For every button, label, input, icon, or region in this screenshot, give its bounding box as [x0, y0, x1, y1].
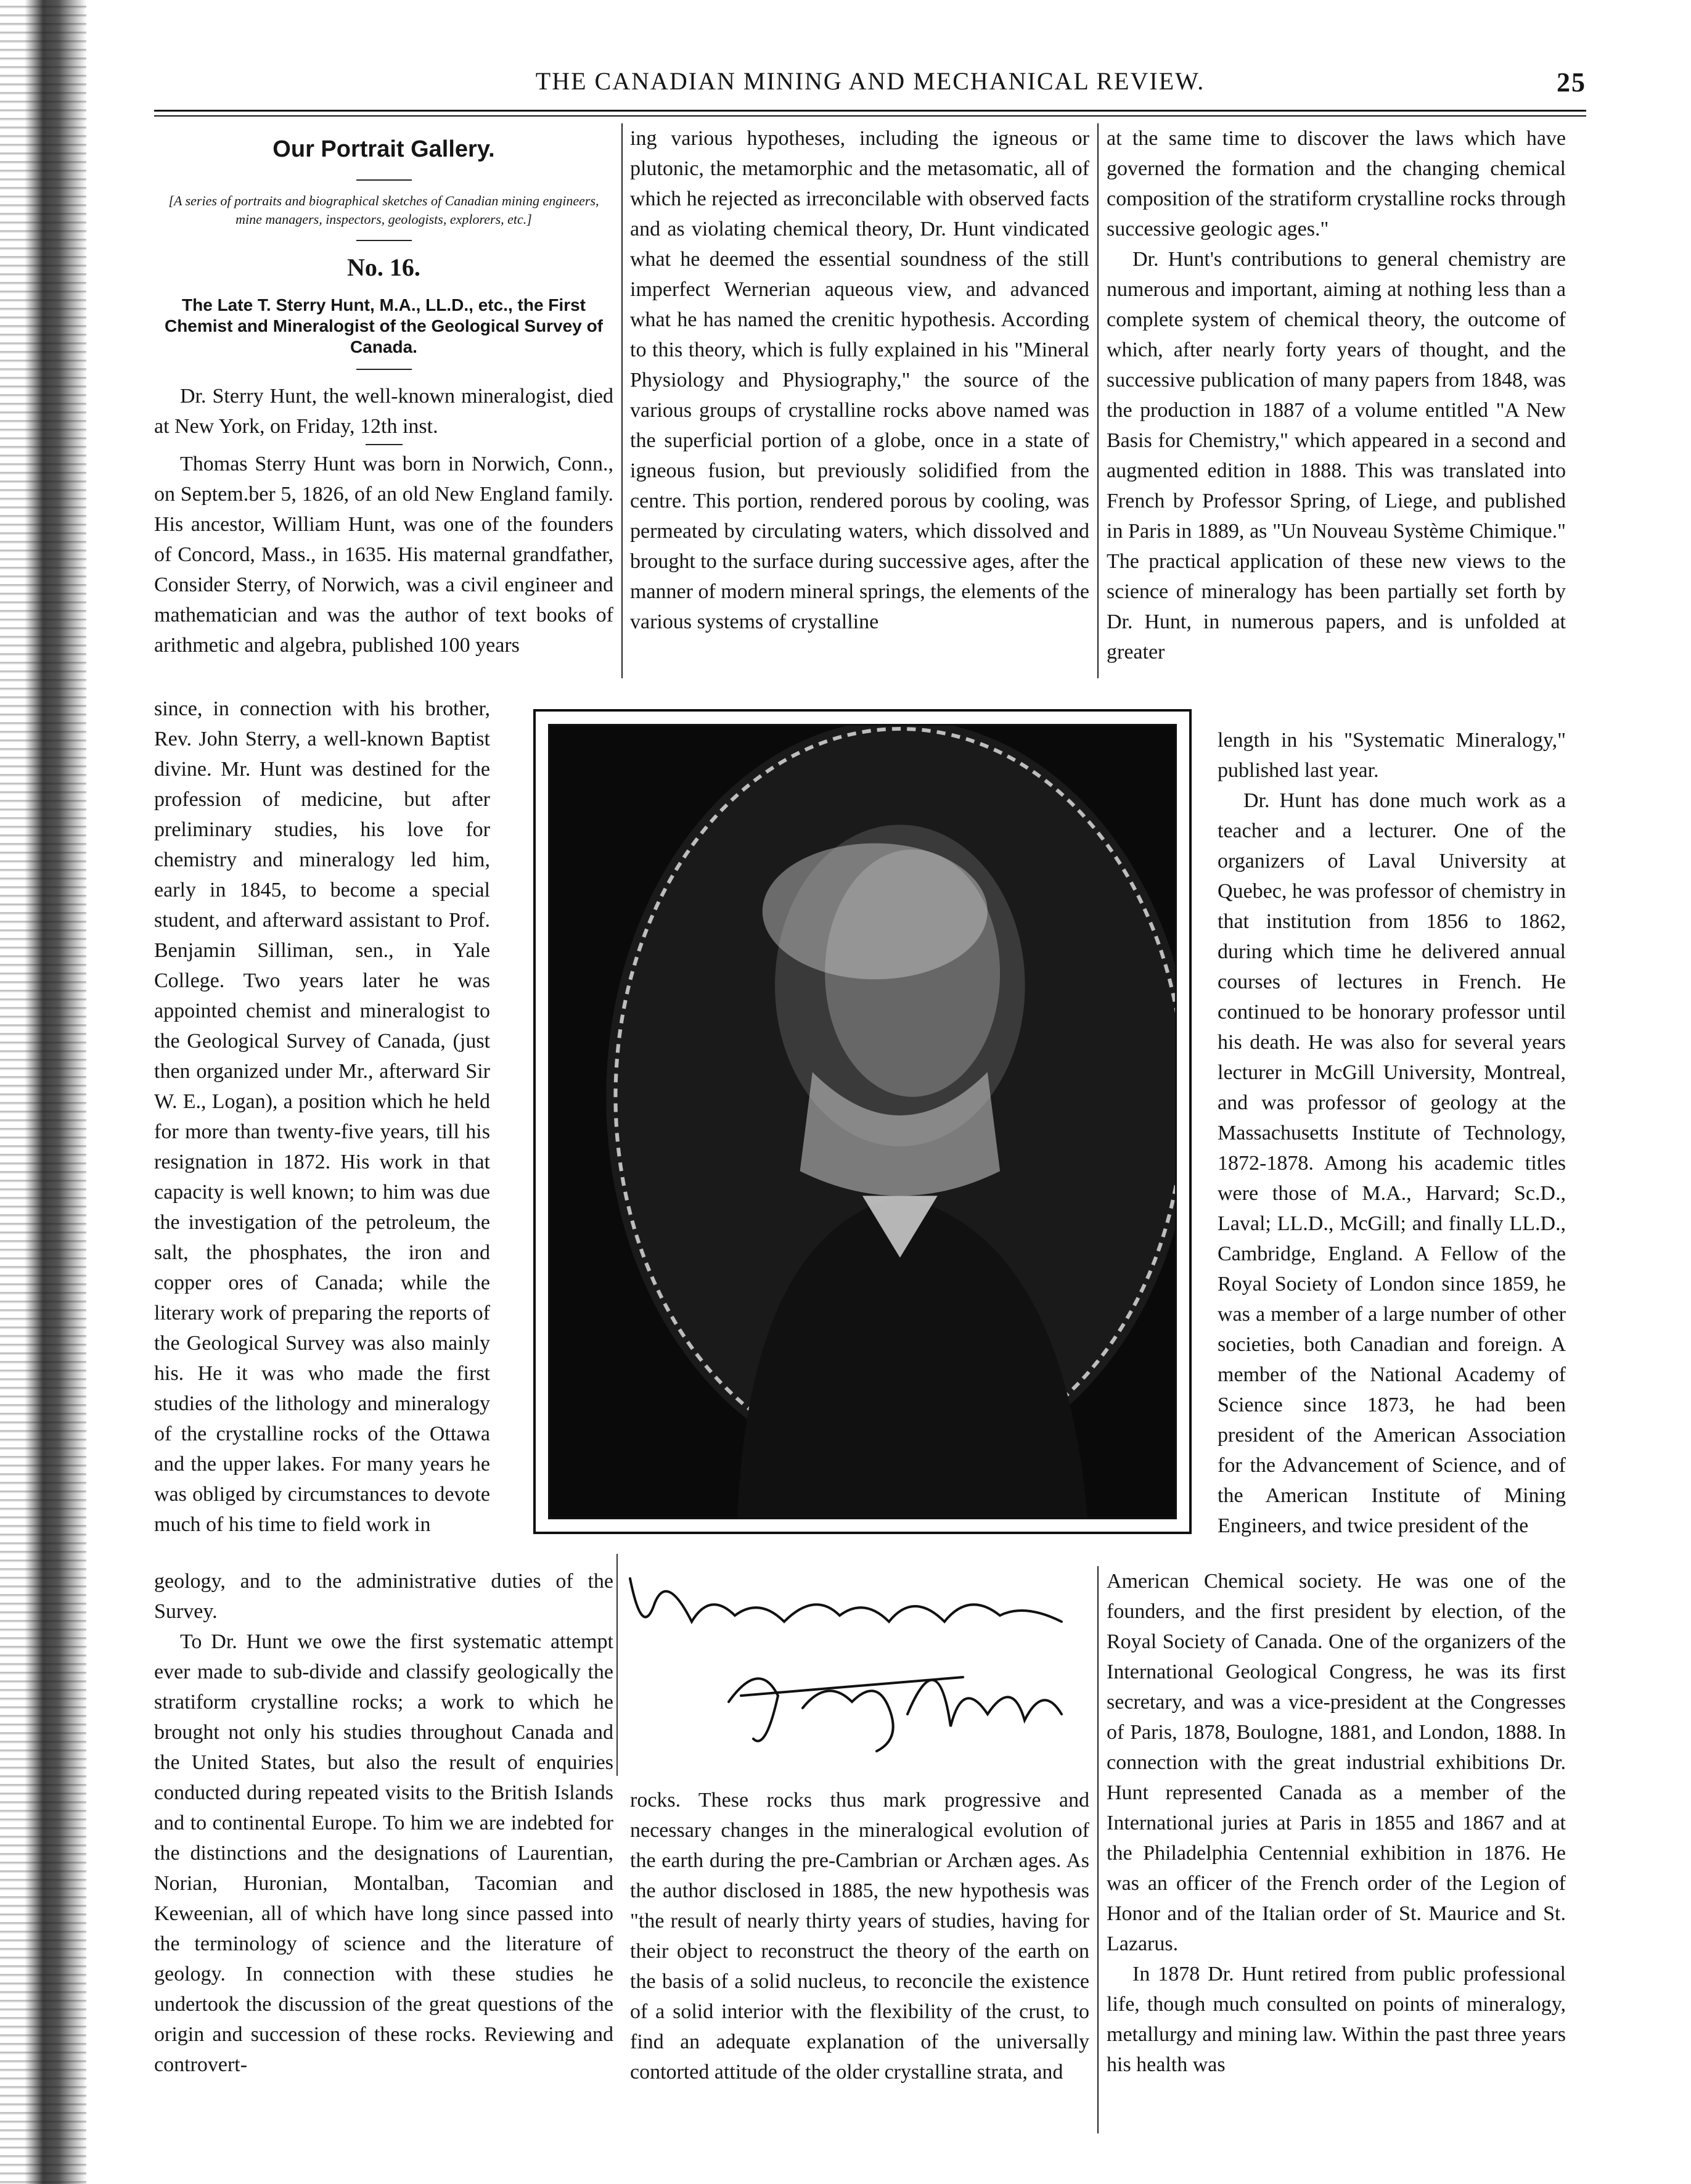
- column-2-bottom: [630, 1785, 1089, 2087]
- paragraph-teacher: Dr. Hunt has done much work as a teacher and a lecturer. One of the organizers of Laval University at Quebec, he was professor of chemistry in that institution from 1856 to 1862, during which time he delivered annual courses of lectures in French. He continued to be honorary professor until his death. He was also for several years lecturer in McGill University, Montreal, and was professor of geology at the Massachusetts Institute of Technology, 1872-1878. Among his academic titles were those of M.A., Harvard; Sc.D., Laval; LL.D., McGill; and finally LL.D., Cambridge, England. A Fellow of the Royal Society of London since 1859, he was a member of a large number of other societies, both Canadian and foreign. A member of the National Academy of Science since 1873, he had been president of the American Association for the Advancement of Science, and of the American Institute of Mining Engineers, and twice president of the: [1218, 789, 1566, 1537]
- paragraph-retirement: In 1878 Dr. Hunt retired from public professional life, though much consulted on points of mineralogy, metallurgy and mining law. Within the past three years his health was: [1107, 1963, 1566, 2076]
- header-rule: [154, 110, 1586, 117]
- column-2-top: [630, 123, 1089, 637]
- paragraph-birth: Thomas Sterry Hunt was born in Norwich, Conn., on Septem.ber 5, 1826, of an old New England family. His ancestor, William Hunt, was one of the founders of Concord, Mass., in 1635. His maternal grandfather, Consider Sterry, of Norwich, was a civil engineer and mathematician and was the author of text books of arithmetic and algebra, published 100 years: [154, 453, 613, 657]
- column-rule-left-top: [621, 123, 623, 678]
- portrait-photo-icon: [550, 726, 1175, 1517]
- paragraph-evolution: rocks. These rocks thus mark progressive and necessary changes in the mineralogical evolution of the earth during the pre-Cambrian or Archæn ages. As the author disclosed in 1885, the new hypothesis was "the result of nearly thirty years of studies, having for their object to reconstruct the theory of the earth on the basis of a solid nucleus, to reconcile the existence of a solid interior with the flexibility of the crust, to find an adequate explanation of the universally contorted attitude of the older crystalline strata, and: [630, 1789, 1089, 2083]
- paragraph-laws: at the same time to discover the laws which have governed the formation and the changing chemical composition of the stratiform crystalline rocks through successive geologic ages.": [1107, 127, 1566, 240]
- portrait-number: No. 16.: [347, 253, 420, 281]
- paragraph-classification: To Dr. Hunt we owe the first systematic attempt ever made to sub-divide and classify geologically the stratiform crystalline rocks; a work to which he brought not only his studies throughout Canada and the United States, but also the result of enquiries conducted during repeated visits to the British Islands and to continental Europe. To him we are indebted for the distinctions and the designations of Laurentian, Norian, Huronian, Montalban, Tacomian and Keweenian, all of which have long since passed into the terminology of science and the literature of geology. In connection with these studies he undertook the discussion of the great questions of the origin and succession of these rocks. Reviewing and controvert-: [154, 1630, 613, 2076]
- portrait-frame: [533, 709, 1192, 1534]
- paragraph-hypotheses: ing various hypotheses, including the igneous or plutonic, the metamorphic and the metasomatic, all of which he rejected as irreconcilable with observed facts and as violating chemical theory, Dr. Hunt vindicated what he deemed the essential soundness of the still imperfect Wernerian aqueous view, and advanced what he has named the crenitic hypothesis. According to this theory, which is fully explained in his "Mineral Physiology and Physiography," the source of the various groups of crystalline rocks above named was the superficial portion of a globe, once in a state of igneous fusion, but previously solidified from the centre. This portion, rendered porous by cooling, was permeated by circulating waters, which dissolved and brought to the surface during successive ages, after the manner of modern mineral springs, the elements of the various systems of crystalline: [630, 127, 1089, 633]
- paragraph-administrative: geology, and to the administrative duties of the Survey.: [154, 1570, 613, 1623]
- column-rule-right-top: [1097, 123, 1099, 678]
- paragraph-chemistry: Dr. Hunt's contributions to general chemistry are numerous and important, aiming at nothing less than a complete system of chemical theory, the outcome of which, after nearly forty years of thought, and the successive publication of many papers from 1848, was the production in 1887 of a volume entitled "A New Basis for Chemistry," which appeared in a second and augmented edition in 1888. This was translated into French by Professor Spring, of Liege, and published in Paris in 1889, as "Un Nouveau Système Chimique." The practical application of these new views to the science of mineralogy has been partially set forth by Dr. Hunt, in numerous papers, and is unfolded at greater: [1107, 248, 1566, 663]
- column-1-middle: [154, 694, 490, 1540]
- running-header: [154, 67, 1586, 104]
- section-title: Our Portrait Gallery.: [272, 136, 495, 162]
- paragraph-early-career: since, in connection with his brother, Rev. John Sterry, a well-known Baptist divine. Mr. Hunt was destined for the profession of medicine, but after preliminary studies, his love for chemistry and mineralogy led him, early in 1845, to become a special student, and afterward assistant to Prof. Benjamin Silliman, sen., in Yale College. Two years later he was appointed chemist and mineralogist to the Geological Survey of Canada, (just then organized under Mr., afterward Sir W. E., Logan), a position which he held for more than twenty-five years, till his resignation in 1872. His work in that capacity is well known; to him was due the investigation of the petroleum, the salt, the phosphates, the iron and copper ores of Canada; while the literary work of preparing the reports of the Geological Survey was also mainly his. He it was who made the first studies of the lithology and mineralogy of the crystalline rocks of the Ottawa and the upper lakes. For many years he was obliged by circumstances to devote much of his time to field work in: [154, 697, 490, 1536]
- column-1-top: [154, 123, 613, 660]
- signature-block: [616, 1554, 1105, 1776]
- portrait-photo: [548, 724, 1177, 1519]
- signature-image: [618, 1554, 1105, 1776]
- title-rule: [356, 179, 412, 181]
- notice-rule: [366, 444, 403, 445]
- paragraph-societies: American Chemical society. He was one of the founders, and the first president by election, of the Royal Society of Canada. One of the organizers of the International Geological Congress, he was its first secretary, and was a vice-president at the Congresses of Paris, 1878, Boulogne, 1881, and London, 1888. In connection with the great industrial exhibitions Dr. Hunt represented Canada as a member of the International juries at Paris in 1855 and 1867 and at the Philadelphia Centennial exhibition in 1876. He was an officer of the French order of the Legion of Honor and of the Italian order of St. Maurice and St. Lazarus.: [1107, 1570, 1566, 1955]
- page-number: 25: [1557, 67, 1586, 97]
- series-note: [A series of portraits and biographical sketches of Canadian mining engineers, mine managers, inspectors, geologists, explorers, etc.]: [168, 193, 599, 227]
- subject-heading: The Late T. Sterry Hunt, M.A., LL.D., etc., the First Chemist and Mineralogist of the Geological Survey of Canada.: [164, 295, 603, 356]
- series-rule: [356, 240, 412, 241]
- paragraph-death-notice: Dr. Sterry Hunt, the well-known mineralogist, died at New York, on Friday, 12th inst.: [154, 385, 613, 438]
- column-3-middle: [1218, 725, 1566, 1541]
- paragraph-mineralogy: length in his "Systematic Mineralogy," published last year.: [1218, 729, 1566, 782]
- scan-binding-edge: [0, 0, 86, 2184]
- subject-rule: [356, 369, 412, 370]
- column-1-bottom: [154, 1566, 613, 2080]
- column-3-top: [1107, 123, 1566, 667]
- column-3-bottom: [1107, 1566, 1566, 2080]
- journal-title: THE CANADIAN MINING AND MECHANICAL REVIEW.: [535, 67, 1205, 95]
